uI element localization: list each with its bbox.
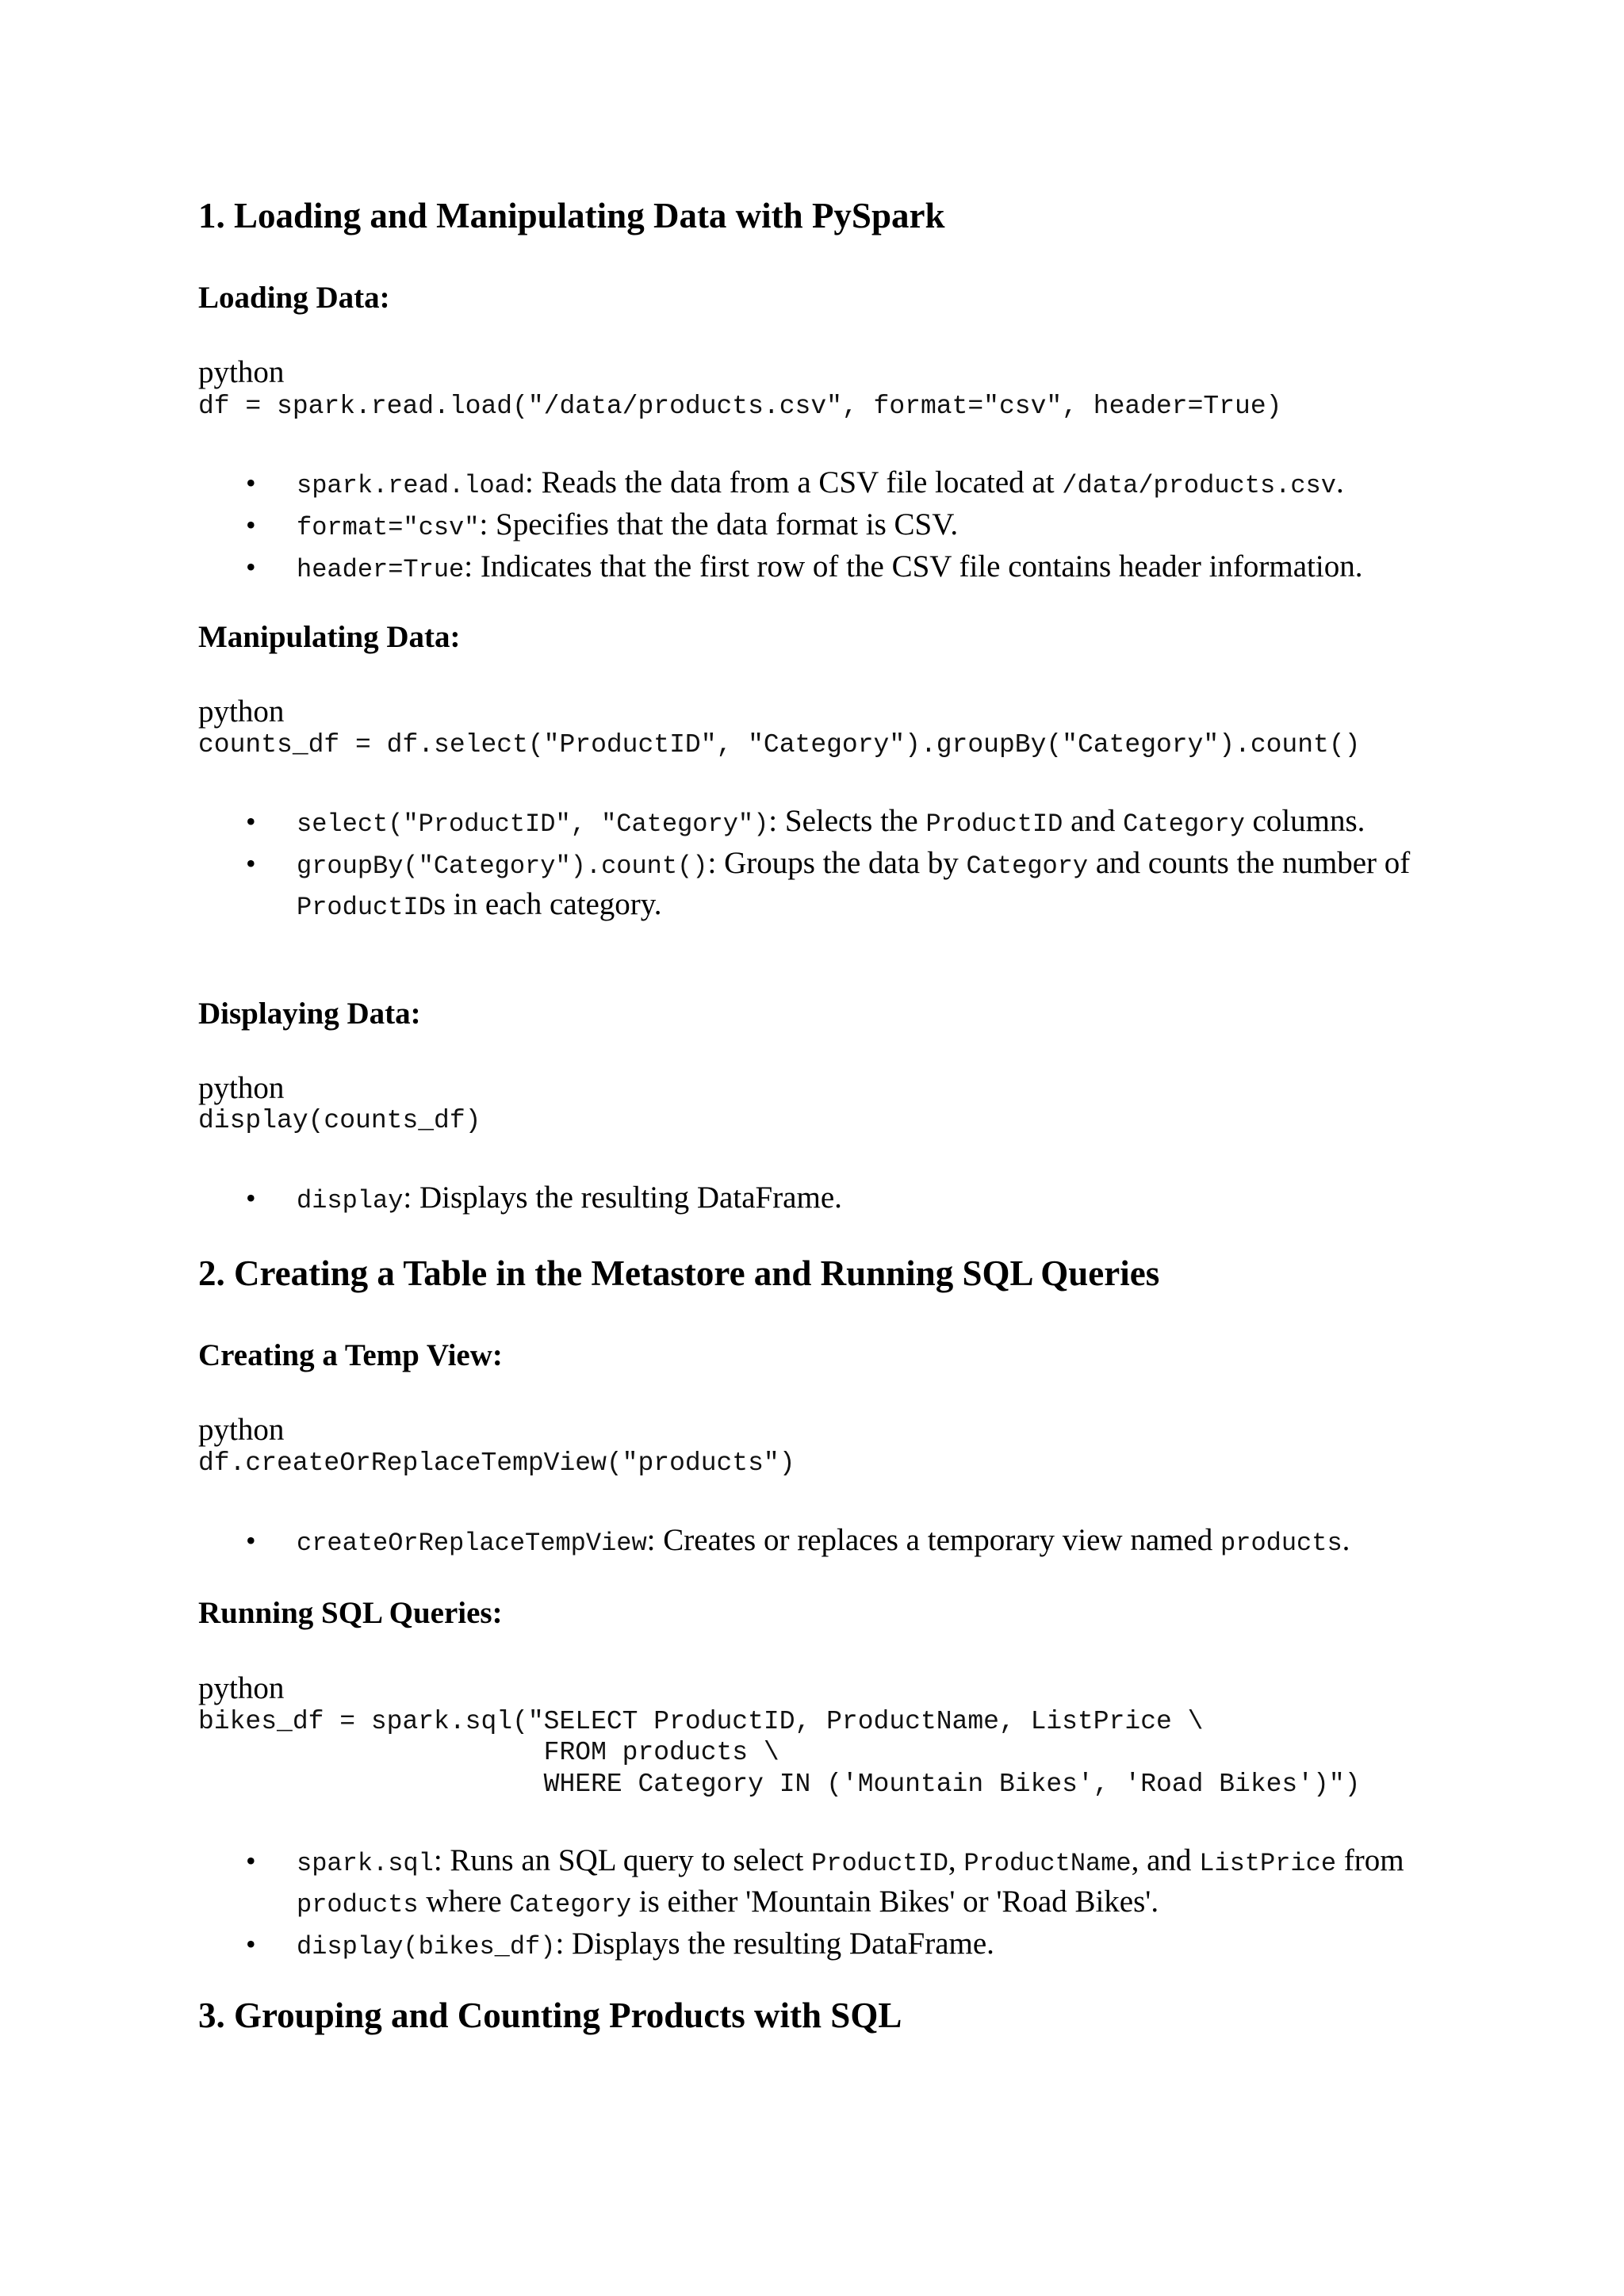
section-2-title: 2. Creating a Table in the Metastore and Running SQL Queries [198,1253,1160,1293]
list-item: • groupBy("Category").count(): Groups the data by Category and counts the number of ProductIDs in each category. [246,846,1411,922]
temp-view-code-block: df.createOrReplaceTempView("products") [198,1448,795,1478]
temp-view-bullet-list [198,1521,1435,1563]
loading-code-block: df = spark.read.load("/data/products.csv", format="csv", header=True) [198,392,1282,421]
list-item: • format="csv": Specifies that the data format is CSV. [246,507,959,542]
displaying-data-heading: Displaying Data: [198,997,421,1031]
list-item: • select("ProductID", "Category"): Selects the ProductID and Category columns. [246,804,1365,839]
loading-bullet-list [198,464,1435,590]
manipulating-bullet-list [198,802,1435,928]
bullet-icon: • [246,848,256,879]
list-item: • createOrReplaceTempView: Creates or replaces a temporary view named products. [246,1523,1350,1558]
section-3-title: 3. Grouping and Counting Products with SQL [198,1996,902,2035]
sql-lang-label: python [198,1671,285,1705]
displaying-code-block: display(counts_df) [198,1106,481,1135]
section-1-title: 1. Loading and Manipulating Data with PySpark [198,196,945,235]
temp-view-lang-label: python [198,1413,285,1447]
bullet-icon: • [246,1928,256,1960]
manipulating-code-block: counts_df = df.select("ProductID", "Category").groupBy("Category").count() [198,730,1361,760]
displaying-lang-label: python [198,1071,285,1105]
manipulating-lang-label: python [198,695,285,729]
temp-view-heading: Creating a Temp View: [198,1338,503,1372]
list-item: • display: Displays the resulting DataFrame. [246,1181,842,1215]
list-item: • header=True: Indicates that the first row of the CSV file contains header information. [246,549,1363,584]
displaying-bullet-list [198,1179,1435,1221]
list-item: • spark.sql: Runs an SQL query to select ProductID, ProductName, and ListPrice from products where Category is either 'Mountain Bikes' or 'Road Bikes'. [246,1843,1404,1919]
sql-code-line-1: bikes_df = spark.sql("SELECT ProductID, ProductName, ListPrice \ [198,1707,1204,1736]
loading-lang-label: python [198,355,285,389]
sql-code-line-3: WHERE Category IN ('Mountain Bikes', 'Road Bikes')") [198,1770,1361,1799]
manipulating-data-heading: Manipulating Data: [198,620,461,654]
bullet-icon: • [246,467,256,499]
sql-queries-heading: Running SQL Queries: [198,1596,503,1630]
list-item: • display(bikes_df): Displays the resulting DataFrame. [246,1927,994,1961]
sql-code-line-2: FROM products \ [198,1738,779,1767]
bullet-icon: • [246,1182,256,1214]
bullet-icon: • [246,806,256,837]
bullet-icon: • [246,1525,256,1556]
list-item: • spark.read.load: Reads the data from a CSV file located at /data/products.csv. [246,465,1344,500]
bullet-icon: • [246,551,256,583]
loading-data-heading: Loading Data: [198,281,390,315]
sql-bullet-list [198,1842,1435,1967]
bullet-icon: • [246,1845,256,1877]
bullet-icon: • [246,509,256,541]
